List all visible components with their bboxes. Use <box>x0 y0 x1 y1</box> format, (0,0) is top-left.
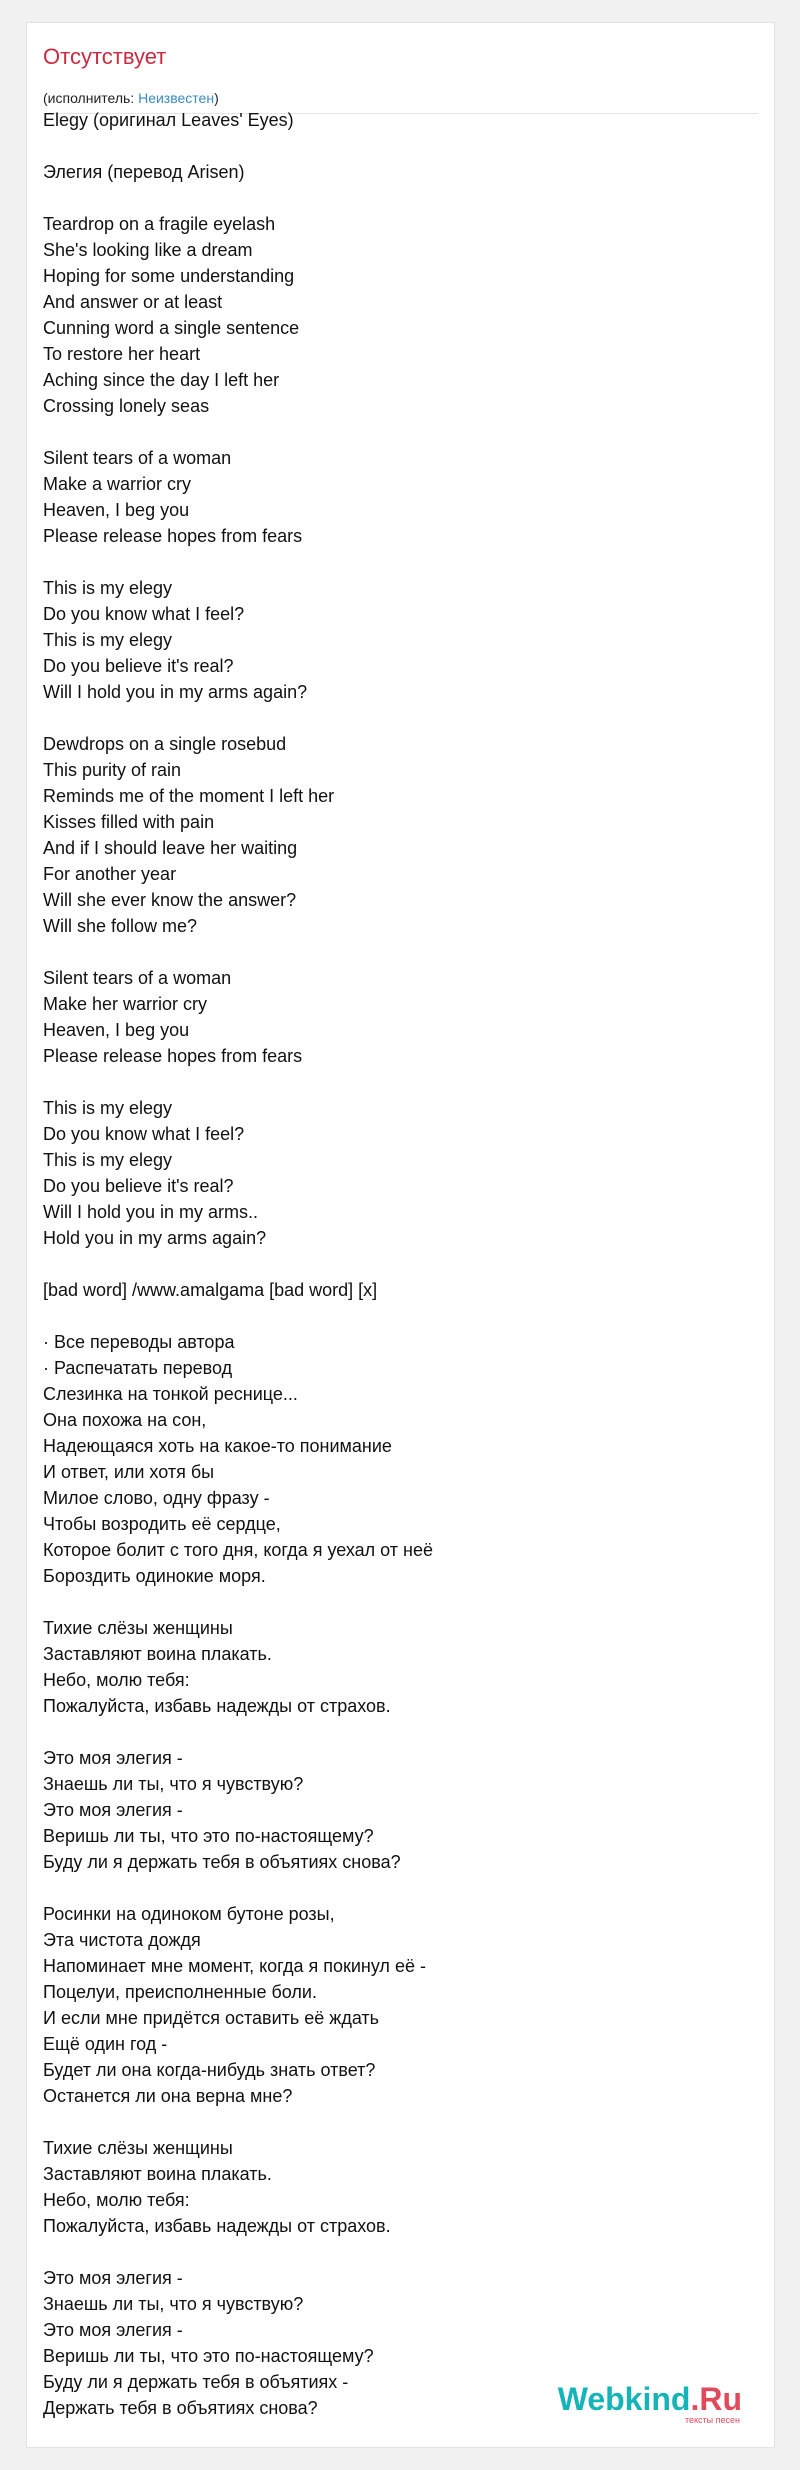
lyric-line: And answer or at least <box>43 292 223 312</box>
lyric-line: Буду ли я держать тебя в объятиях снова? <box>43 1852 401 1872</box>
song-header <box>43 43 758 114</box>
lyric-line: И если мне придётся оставить её ждать <box>43 2008 380 2028</box>
logo-word: Webkind <box>557 2381 691 2417</box>
artist-prefix: (исполнитель: <box>43 90 139 106</box>
logo-tld: .Ru <box>690 2381 742 2417</box>
lyric-line: Эта чистота дождя <box>43 1930 201 1950</box>
lyric-line: Will she follow me? <box>43 916 198 936</box>
blank-line <box>43 549 764 575</box>
lyric-line: Знаешь ли ты, что я чувствую? <box>43 2294 304 2314</box>
logo-wordmark <box>558 2381 742 2417</box>
lyric-line: Cunning word a single sentence <box>43 318 300 338</box>
blank-line <box>43 1719 764 1745</box>
lyric-line: Пожалуйста, избавь надежды от страхов. <box>43 2216 391 2236</box>
lyric-line: Знаешь ли ты, что я чувствую? <box>43 1774 304 1794</box>
lyric-line: Росинки на одиноком бутоне розы, <box>43 1904 335 1924</box>
lyric-line: Heaven, I beg you <box>43 500 190 520</box>
lyric-line: Веришь ли ты, что это по-настоящему? <box>43 1826 374 1846</box>
lyric-line: Silent tears of a woman <box>43 968 232 988</box>
lyric-line: Это моя элегия - <box>43 1800 183 1820</box>
lyric-line: Это моя элегия - <box>43 2268 183 2288</box>
blank-line <box>43 1251 764 1277</box>
blank-line <box>43 185 764 211</box>
lyric-line: Will I hold you in my arms.. <box>43 1202 259 1222</box>
lyric-line: Elegy (оригинал Leaves' Eyes) <box>43 110 294 130</box>
lyric-line: Do you believe it's real? <box>43 1176 234 1196</box>
blank-line <box>43 419 764 445</box>
lyric-line: Элегия (перевод Arisen) <box>43 162 245 182</box>
lyric-line: Милое слово, одну фразу - <box>43 1488 270 1508</box>
lyric-line[interactable]: · Распечатать перевод <box>43 1358 233 1378</box>
lyric-line: This is my elegy <box>43 630 173 650</box>
blank-line <box>43 2109 764 2135</box>
lyric-line: Reminds me of the moment I left her <box>43 786 335 806</box>
lyric-line: Заставляют воина плакать. <box>43 2164 272 2184</box>
lyric-line: Heaven, I beg you <box>43 1020 190 1040</box>
lyric-line: Crossing lonely seas <box>43 396 210 416</box>
lyric-line: Kisses filled with pain <box>43 812 215 832</box>
lyric-line: This is my elegy <box>43 1150 173 1170</box>
lyric-line: Держать тебя в объятиях снова? <box>43 2398 318 2418</box>
lyric-line: Make her warrior cry <box>43 994 208 1014</box>
lyric-line: Silent tears of a woman <box>43 448 232 468</box>
blank-line <box>43 133 764 159</box>
lyric-line: This purity of rain <box>43 760 182 780</box>
lyric-line: Do you know what I feel? <box>43 604 245 624</box>
lyric-line: Please release hopes from fears <box>43 526 303 546</box>
lyric-line: Do you believe it's real? <box>43 656 234 676</box>
lyric-line: Ещё один год - <box>43 2034 168 2054</box>
logo-tagline: тексты песен <box>684 2415 740 2425</box>
lyric-line: [bad word] /www.amalgama [bad word] [x] <box>43 1280 378 1300</box>
lyric-line: This is my elegy <box>43 1098 173 1118</box>
lyric-line: Заставляют воина плакать. <box>43 1644 272 1664</box>
lyric-line: Бороздить одинокие моря. <box>43 1566 266 1586</box>
lyric-line: She's looking like a dream <box>43 240 253 260</box>
blank-line <box>43 705 764 731</box>
lyrics-text <box>43 107 764 2421</box>
blank-line <box>43 1589 764 1615</box>
blank-line <box>43 939 764 965</box>
artist-suffix: ) <box>214 90 219 106</box>
lyric-line: Она похожа на сон, <box>43 1410 207 1430</box>
lyric-line: Dewdrops on a single rosebud <box>43 734 287 754</box>
lyric-line: And if I should leave her waiting <box>43 838 298 858</box>
lyric-line: Тихие слёзы женщины <box>43 2138 233 2158</box>
lyric-line: Небо, молю тебя: <box>43 1670 190 1690</box>
webkind-logo[interactable] <box>542 2381 742 2427</box>
lyric-line: Hold you in my arms again? <box>43 1228 267 1248</box>
blank-line <box>43 1875 764 1901</box>
lyric-line: To restore her heart <box>43 344 201 364</box>
lyric-line: Тихие слёзы женщины <box>43 1618 233 1638</box>
lyric-line: Do you know what I feel? <box>43 1124 245 1144</box>
lyric-line: Teardrop on a fragile eyelash <box>43 214 276 234</box>
lyric-line[interactable]: · Все переводы автора <box>43 1332 235 1352</box>
lyrics-card <box>26 22 775 2448</box>
lyric-line: For another year <box>43 864 177 884</box>
lyric-line: Make a warrior cry <box>43 474 192 494</box>
lyric-line: Это моя элегия - <box>43 2320 183 2340</box>
lyric-line: Напоминает мне момент, когда я покинул её - <box>43 1956 426 1976</box>
lyric-line: This is my elegy <box>43 578 173 598</box>
lyric-line: Небо, молю тебя: <box>43 2190 190 2210</box>
lyric-line: Hoping for some understanding <box>43 266 295 286</box>
lyric-line: Останется ли она верна мне? <box>43 2086 293 2106</box>
lyric-line: Aching since the day I left her <box>43 370 280 390</box>
lyric-line: Надеющаяся хоть на какое-то понимание <box>43 1436 392 1456</box>
artist-line <box>43 89 219 107</box>
blank-line <box>43 2239 764 2265</box>
lyric-line: Веришь ли ты, что это по-настоящему? <box>43 2346 374 2366</box>
song-title: Отсутствует <box>43 44 167 69</box>
lyric-line: Слезинка на тонкой реснице... <box>43 1384 298 1404</box>
lyric-line: Буду ли я держать тебя в объятиях - <box>43 2372 349 2392</box>
blank-line <box>43 1069 764 1095</box>
lyric-line: Поцелуи, преисполненные боли. <box>43 1982 317 2002</box>
lyric-line: Will she ever know the answer? <box>43 890 297 910</box>
lyric-line: Will I hold you in my arms again? <box>43 682 308 702</box>
lyric-line: Которое болит с того дня, когда я уехал от неё <box>43 1540 433 1560</box>
lyric-line: Please release hopes from fears <box>43 1046 303 1066</box>
lyric-line: Будет ли она когда-нибудь знать ответ? <box>43 2060 376 2080</box>
lyric-line: Чтобы возродить её сердце, <box>43 1514 281 1534</box>
lyric-line: Это моя элегия - <box>43 1748 183 1768</box>
blank-line <box>43 1303 764 1329</box>
lyric-line: И ответ, или хотя бы <box>43 1462 215 1482</box>
artist-link[interactable]: Неизвестен <box>138 90 215 106</box>
lyric-line: Пожалуйста, избавь надежды от страхов. <box>43 1696 391 1716</box>
